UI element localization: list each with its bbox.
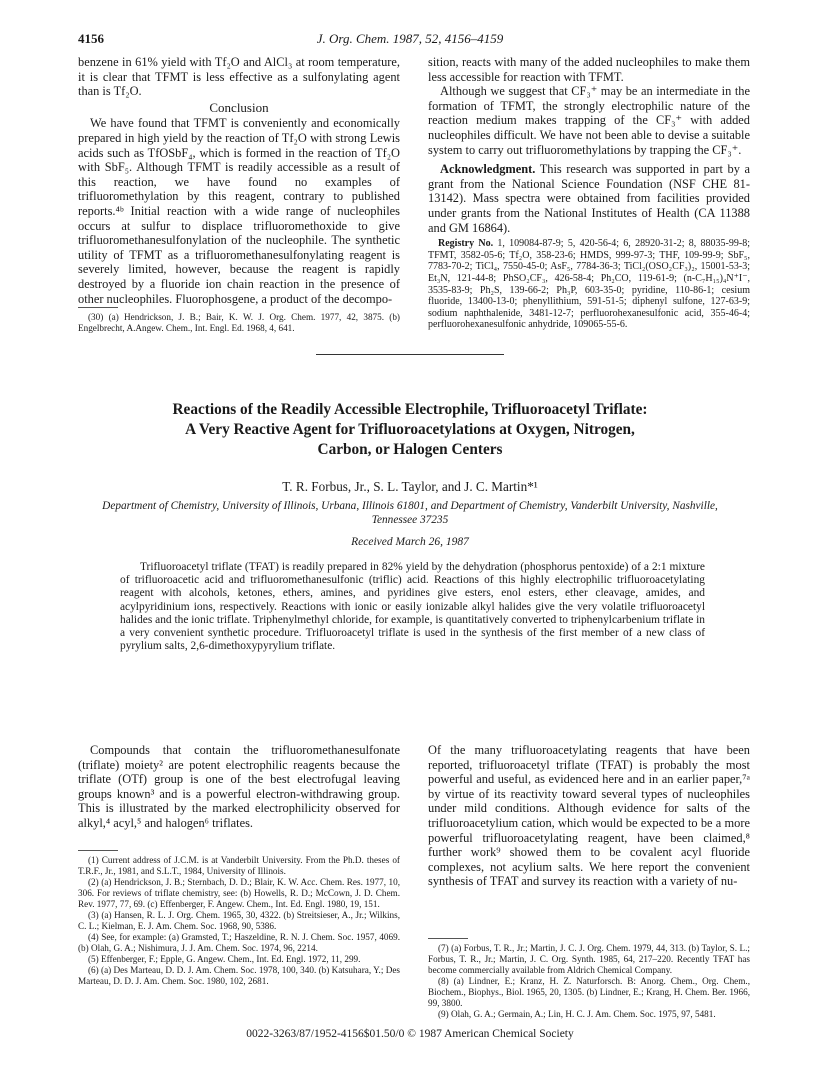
- registry-label: Registry No.: [438, 238, 494, 250]
- title-line: Reactions of the Readily Accessible Electrophile, Trifluoroacetyl Triflate:: [172, 401, 648, 418]
- article-footnotes-left: [78, 855, 400, 987]
- prev-footnotes-left: [78, 312, 400, 334]
- conclusion-heading: Conclusion: [209, 99, 269, 115]
- footnote: (3) (a) Hansen, R. L. J. Org. Chem. 1965, 30, 4322. (b) Streitsieser, A., Jr.; Wilkins, C. L.; Kielman, E. J. Am. Chem. Soc. 1968, 90, 5386.: [78, 910, 400, 931]
- conclusion-paragraph: We have found that TFMT is conveniently and economically prepared in high yield by the reaction of Tf₂O with strong Lewis acids such as TfOSbF₄, which is formed in the reaction of Tf₂O with SbF₅. Although TFMT is readily accessible as a result of this reaction, we have found no examples of trifluoromethylation by this reagent, contrary to published reports.⁴ᵇ Initial reaction with a wide range of nucleophiles occurs at sulfur to displace trifluoromethoxide to give trifluoromethanesulfonylation of the nucleophile. The synthetic utility of TFMT as a trifluoromethanesulfonylating reagent is severely limited, however, because the reagent is rapidly destroyed by a fluoride ion chain reaction in the presence of other nucleophiles. Fluorophosgene, a product of the decompo-: [78, 116, 400, 306]
- page-footer: 0022-3263/87/1952-4156$01.50/0 © 1987 American Chemical Society: [246, 1028, 574, 1040]
- acknowledgment: [428, 162, 750, 235]
- registry-numbers: [428, 238, 750, 331]
- prev-article-right-column: [428, 55, 750, 331]
- title-line: A Very Reactive Agent for Trifluoroacetylations at Oxygen, Nitrogen,: [185, 421, 635, 438]
- body-left-column: [78, 743, 400, 831]
- article-separator: [316, 354, 504, 355]
- prev-article-left-column: [78, 55, 400, 306]
- ack-text: This research was supported in part by a grant from the National Science Foundation (NSF CHE 81-13142). Mass spectra were obtained from facilities provided under grants from the National Institutes of Health (CA 11388 and GM 16864).: [428, 162, 750, 235]
- abstract: [120, 561, 705, 653]
- footnote: (6) (a) Des Marteau, D. D. J. Am. Chem. Soc. 1978, 100, 340. (b) Katsuhara, Y.; Des Marteau, D. D. J. Am. Chem. Soc. 1980, 102, 2681.: [78, 965, 400, 986]
- registry-text: 1, 109084-87-9; 5, 420-56-4; 6, 28920-31-2; 8, 88035-99-8; TFMT, 3582-05-6; Tf₂O, 358-23-6; HMDS, 999-97-3; THF, 109-99-9; SbF₅, 7783-70-2; TiCl₄, 7550-45-0; AsF₅, 7784-36-3; TiCl₂(OSO₂CF₃)₂, 15001-53-3; Et₃N, 121-44-8; PhSO₂CF₃, 426-58-4; Ph₂CO, 119-61-9; (n-C₇H₁₅)₄N⁺I⁻, 3535-83-9; Ph₂S, 139-66-2; Ph₃P, 603-35-0; pyridine, 110-86-1; cesium fluoride, 13400-13-0; phenyllithium, 591-51-5; diphenyl sulfone, 127-63-9; sodium naphthalenide, 3481-12-7; perfluorohexanesulfonic acid, 355-46-4; perfluorohexanesulfonic anhydride, 109065-55-6.: [428, 238, 750, 331]
- ack-label: Acknowledgment.: [440, 162, 536, 177]
- footnote-rule: [428, 938, 468, 939]
- footnote: (5) Effenberger, F.; Epple, G. Angew. Chem., Int. Ed. Engl. 1972, 11, 299.: [88, 954, 361, 964]
- footnote: (30) (a) Hendrickson, J. B.; Bair, K. W. J. Org. Chem. 1977, 42, 3875. (b) Engelbrecht, A.Angew. Chem., Int. Engl. Ed. 1968, 4, 641.: [78, 312, 400, 333]
- footnote-rule: [78, 850, 118, 851]
- prev-paragraph-3: Although we suggest that CF₃⁺ may be an intermediate in the formation of TFMT, the strongly electrophilic nature of the reaction medium makes trapping of the CF₃⁺ with added nucleophiles difficult. We have not been able to devise a suitable system to carry out trifluoromethylations by trapping the CF₃⁺.: [428, 84, 750, 157]
- footnote: (8) (a) Lindner, E.; Kranz, H. Z. Naturforsch. B: Anorg. Chem., Org. Chem., Biochem., Biophys., Biol. 1965, 20, 1305. (b) Lindner, E.; Krang, H. Chem. Ber. 1966, 99, 3800.: [428, 976, 750, 1008]
- article-footnotes-right: [428, 943, 750, 1020]
- body-paragraph-left: Compounds that contain the trifluoromethanesulfonate (triflate) moiety² are potent electrophilic reagents because the triflate (OTf) group is one of the best electrofugal leaving groups known³ and is a powerful electron-withdrawing group. This is illustrated by the marked electrophilicity observed for alkyl,⁴ acyl,⁵ and halogen⁶ triflates.: [78, 743, 400, 830]
- body-paragraph-right: Of the many trifluoroacetylating reagents that have been reported, trifluoroacetyl triflate (TFAT) is probably the most powerful and useful, as evidenced here and in an earlier paper,⁷ᵃ by virtue of its reactivity toward several types of nucleophiles under mild conditions. Although evidence for salts of the trifluoroacetylium cation, which would be expected to be a more powerful trifluoroacetylating reagent, have been claimed,⁸ further work⁹ showed them to be covalent acyl fluoride complexes, not acylium salts. We here report the convenient synthesis of TFAT and survey its reaction with a variety of nu-: [428, 743, 750, 889]
- journal-header: J. Org. Chem. 1987, 52, 4156–4159: [316, 31, 504, 46]
- footnote: (7) (a) Forbus, T. R., Jr.; Martin, J. C. J. Org. Chem. 1979, 44, 313. (b) Taylor, S. L.; Forbus, T. R., Jr.; Martin, J. C. Org. Synth. 1985, 64, 217–220. Recently TFAT has become commercially available from Aldrich Chemical Company.: [428, 943, 750, 975]
- footnote: (1) Current address of J.C.M. is at Vanderbilt University. From the Ph.D. theses of T.R.F., Jr., 1981, and S.L.T., 1984, University of Illinois.: [78, 855, 400, 876]
- page-number: 4156: [78, 31, 104, 46]
- authors: T. R. Forbus, Jr., S. L. Taylor, and J. C. Martin*¹: [282, 479, 538, 494]
- abstract-text: Trifluoroacetyl triflate (TFAT) is readily prepared in 82% yield by the dehydration (phosphorus pentoxide) of a 2:1 mixture of trifluoroacetic acid and trifluoromethanesulfonic (triflic) acid. Reactions of this highly electrophilic trifluoroacetylating reagent with alcohols, ketones, ethers, amines, and pyridines give esters, enol esters, ether cleavage, amides, and acylpyridinium ions, respectively. Reactions with ionic or easily ionizable alkyl halides give the very volatile trifluoroacetyl halides and the ionic triflate. Triphenylmethyl chloride, for example, is quantitatively converted to triphenylcarbenium triflate in a very convenient synthetic procedure. Trifluoroacetyl triflate is used in the synthesis of the first member of a new class of pyrylium salts, 2,6-dimethoxypyrylium triflate.: [120, 561, 705, 653]
- body-right-column: [428, 743, 750, 889]
- prev-paragraph-2: sition, reacts with many of the added nucleophiles to make them less accessible for reaction with TFMT.: [428, 55, 750, 84]
- prev-paragraph-1: benzene in 61% yield with Tf₂O and AlCl₃ at room temperature, it is clear that TFMT is less effective as a sulfonylating agent than is Tf₂O.: [78, 55, 400, 99]
- title-line: Carbon, or Halogen Centers: [317, 441, 503, 458]
- affiliation: Department of Chemistry, University of Illinois, Urbana, Illinois 61801, and Department of Chemistry, Vanderbilt University, Nashville, Tennessee 37235: [102, 500, 718, 526]
- received-date: Received March 26, 1987: [351, 536, 469, 548]
- footnote: (9) Olah, G. A.; Germain, A.; Lin, H. C. J. Am. Chem. Soc. 1975, 97, 5481.: [438, 1009, 716, 1019]
- article-title: [60, 400, 760, 460]
- footnote-rule: [78, 307, 118, 308]
- footnote: (4) See, for example: (a) Gramsted, T.; Haszeldine, R. N. J. Chem. Soc. 1957, 4069. (b) Olah, G. A.; Nishimura, J. J. Am. Chem. Soc. 1974, 96, 2214.: [78, 932, 400, 953]
- footnote: (2) (a) Hendrickson, J. B.; Sternbach, D. D.; Blair, K. W. Acc. Chem. Res. 1977, 10, 306. For reviews of triflate chemistry, see: (b) Howells, R. D.; McCown, J. D. Chem. Rev. 1977, 77, 69. (c) Effenberger, F. Angew. Chem., Int. Ed. Engl. 1980, 19, 151.: [78, 877, 400, 909]
